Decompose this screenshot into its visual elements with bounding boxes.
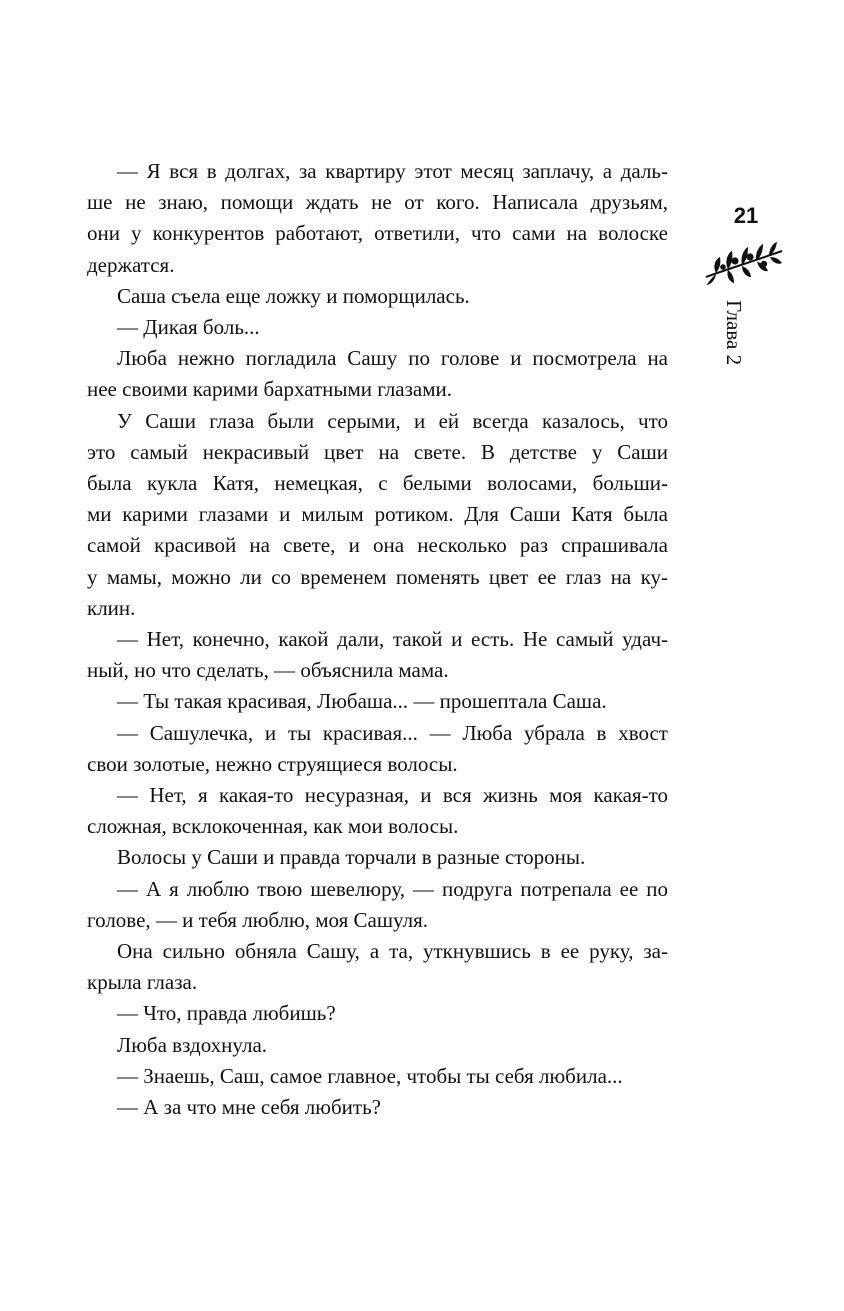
paragraph — [87, 406, 668, 624]
chapter-title: Глава 2 — [722, 300, 746, 366]
body-text — [87, 156, 668, 1123]
text-line: крыла глаза. — [87, 970, 198, 995]
paragraph — [117, 281, 668, 312]
text-line: ше не знаю, помощи ждать не от кого. Написала друзьям, — [87, 190, 668, 215]
text-line: самой красивой на свете, и она несколько раз спрашивала — [87, 533, 668, 558]
paragraph — [117, 842, 668, 873]
text-line: у мамы, можно ли со временем поменять цвет ее глаз на ку- — [87, 564, 668, 589]
text-line: свои золотые, нежно струящиеся волосы. — [87, 751, 458, 776]
text-line: — Знаешь, Саш, самое главное, чтобы ты себя любила... — [117, 1063, 623, 1088]
text-line: — Ты такая красивая, Любаша... — прошептала Саша. — [117, 689, 607, 714]
text-line: нее своими карими бархатными глазами. — [87, 377, 453, 402]
text-line: голове, — и тебя люблю, моя Сашуля. — [87, 907, 428, 932]
text-line: ный, но что сделать, — объяснила мама. — [87, 658, 449, 683]
paragraph — [87, 156, 668, 281]
paragraph — [87, 718, 668, 780]
text-line: У Саши глаза были серыми, и ей всегда казалось, что — [117, 408, 668, 433]
paragraph — [87, 936, 668, 998]
text-line: Саша съела еще ложку и поморщилась. — [117, 283, 470, 308]
text-line: — Нет, я какая-то несуразная, и вся жизнь моя какая-то — [117, 783, 668, 808]
paragraph — [87, 874, 668, 936]
text-line: сложная, всклокоченная, как мои волосы. — [87, 814, 459, 839]
paragraph — [117, 686, 668, 717]
text-line: Люба вздохнула. — [117, 1032, 268, 1057]
text-line: они у конкурентов работают, ответили, что сами на волоске — [87, 221, 668, 246]
paragraph — [87, 780, 668, 842]
text-line: клин. — [87, 595, 136, 620]
paragraph — [117, 1061, 668, 1092]
text-line: Волосы у Саши и правда торчали в разные стороны. — [117, 845, 586, 870]
text-line: — А за что мне себя любить? — [117, 1095, 381, 1120]
paragraph — [117, 312, 668, 343]
olive-branch-icon — [702, 237, 786, 287]
text-line: — Я вся в долгах, за квартиру этот месяц заплачу, а даль- — [117, 159, 668, 183]
page-number: 21 — [733, 203, 759, 228]
text-line: — Сашулечка, и ты красивая... — Люба убрала в хвост — [117, 720, 668, 745]
paragraph — [117, 1092, 668, 1123]
paragraph — [117, 998, 668, 1029]
text-line: Люба нежно погладила Сашу по голове и посмотрела на — [117, 346, 668, 371]
text-line: Она сильно обняла Сашу, а та, уткнувшись в ее руку, за- — [117, 939, 668, 964]
text-line: ми карими глазами и милым ротиком. Для Саши Катя была — [87, 502, 668, 527]
text-line: — Дикая боль... — [117, 315, 260, 340]
text-line: — Нет, конечно, какой дали, такой и есть. Не самый удач- — [117, 627, 668, 652]
text-line: — Что, правда любишь? — [117, 1001, 336, 1026]
paragraph — [87, 343, 668, 405]
paragraph — [87, 624, 668, 686]
paragraph — [117, 1030, 668, 1061]
text-line: это самый некрасивый цвет на свете. В детстве у Саши — [87, 439, 668, 464]
text-line: держатся. — [87, 252, 175, 277]
text-line: была кукла Катя, немецкая, с белыми волосами, больши- — [87, 471, 668, 496]
text-line: — А я люблю твою шевелюру, — подруга потрепала ее по — [117, 876, 668, 901]
